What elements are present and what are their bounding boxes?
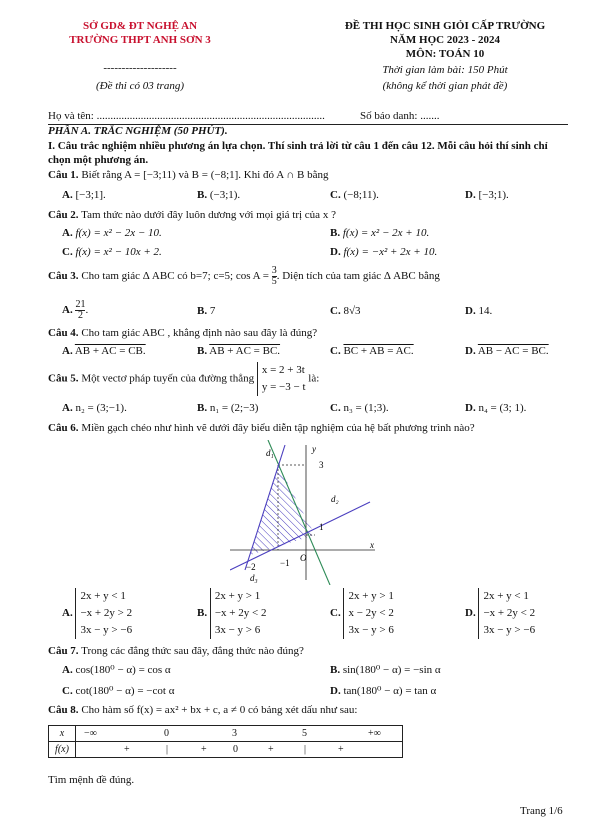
dept-name: SỞ GD& ĐT NGHỆ AN xyxy=(82,20,198,32)
q5-option-c[interactable]: C. n₃ = (1;3). xyxy=(330,402,389,414)
page-count: (Đề thi có 03 trang) xyxy=(96,80,184,92)
q3-option-d[interactable]: D. 14. xyxy=(465,305,493,317)
instructions: I. Câu trắc nghiệm nhiều phương án lựa chọn. Thí sinh trả lời từ câu 1 đến câu 12. Mỗi câu hỏi thí sinh chỉ chọn một phương án. xyxy=(48,140,548,166)
q3-option-c[interactable]: C. 8√3 xyxy=(330,305,361,317)
question-1 xyxy=(48,169,328,181)
y-axis-label: y xyxy=(312,444,316,454)
d3-label: d₃ xyxy=(250,573,258,583)
q4-option-d[interactable]: D. AB − AC = BC. xyxy=(465,345,549,357)
region-graph xyxy=(230,440,380,585)
section-title: PHẦN A. TRẮC NGHIỆM (50 PHÚT). xyxy=(48,125,228,137)
q5-system: x = 2 + 3t y = −3 − t xyxy=(257,362,306,396)
q8-tail: Tìm mệnh đề đúng. xyxy=(48,774,135,786)
school-year: NĂM HỌC 2023 - 2024 xyxy=(390,34,500,46)
q1-option-d[interactable]: D. [−3;1). xyxy=(465,189,509,201)
q7-option-a[interactable]: A. cos(180⁰ − α) = cos α xyxy=(62,664,171,676)
question-2: Câu 2. Tam thức nào dưới đây luôn dương với mọi giá trị của x ? xyxy=(48,209,336,221)
tick-minus-2: −2 xyxy=(246,562,256,572)
q6-option-d[interactable]: D. 2x + y < 1 −x + 2y < 2 3x − y > −6 xyxy=(465,588,535,639)
q7-option-d[interactable]: D. tan(180⁰ − α) = tan α xyxy=(330,685,437,697)
sign-table: x −∞ 0 3 5 +∞ f(x) + | + 0 + | + xyxy=(48,725,403,758)
q4-option-c[interactable]: C. BC + AB = AC. xyxy=(330,345,414,357)
question-4: Câu 4. Cho tam giác ABC , khẳng định nào sau đây là đúng? xyxy=(48,327,318,339)
q3-option-a[interactable]: A. $\frac{21}{2}$ . xyxy=(62,299,89,321)
q2-option-c[interactable]: C. f(x) = x² − 10x + 2. xyxy=(62,246,162,258)
q1-option-a[interactable]: A. [−3;1]. xyxy=(62,189,106,201)
tick-1: 1 xyxy=(319,522,324,532)
q2-option-a[interactable]: A. f(x) = x² − 2x − 10. xyxy=(62,227,162,239)
q6-option-a[interactable]: A. 2x + y < 1 −x + 2y > 2 3x − y > −6 xyxy=(62,588,132,639)
sign-table-x-header: x xyxy=(49,726,76,742)
q4-option-a[interactable]: A. AB + AC = CB. xyxy=(62,345,146,357)
q4-option-b[interactable]: B. AB + AC = BC. xyxy=(197,345,281,357)
question-8: Câu 8. Cho hàm số f(x) = ax² + bx + c, a ≠ 0 có bảng xét dấu như sau: xyxy=(48,704,358,716)
student-name-field: Họ và tên: ................................................................................... xyxy=(48,110,325,122)
page-number: Trang 1/6 xyxy=(520,805,563,817)
time-limit: Thời gian làm bài: 150 Phút xyxy=(382,64,508,76)
q1-option-c[interactable]: C. (−8;11). xyxy=(330,189,379,201)
q6-option-c[interactable]: C. 2x + y > 1 x − 2y < 2 3x − y > 6 xyxy=(330,588,394,639)
q5-option-a[interactable]: A. n₂ = (3;−1). xyxy=(62,402,127,414)
q7-option-b[interactable]: B. sin(180⁰ − α) = −sin α xyxy=(330,664,441,676)
question-7: Câu 7. Trong các đẳng thức sau đây, đẳng thức nào đúng? xyxy=(48,645,304,657)
time-note: (không kể thời gian phát đề) xyxy=(382,80,508,92)
exam-title: ĐỀ THI HỌC SINH GIỎI CẤP TRƯỜNG xyxy=(344,20,546,32)
header-dashes: -------------------- xyxy=(103,62,177,74)
tick-minus-1: −1 xyxy=(280,558,290,568)
q1-option-b[interactable]: B. (−3;1). xyxy=(197,189,241,201)
question-5: Câu 5. Một vectơ pháp tuyến của đường thẳng x = 2 + 3t y = −3 − t là: xyxy=(48,362,319,396)
q2-option-b[interactable]: B. f(x) = x² − 2x + 10. xyxy=(330,227,430,239)
d2-label: d₂ xyxy=(331,494,339,504)
origin-label: O xyxy=(300,553,307,563)
school-name: TRƯỜNG THPT ANH SƠN 3 xyxy=(69,34,211,46)
sign-table-fx-header: f(x) xyxy=(49,742,76,758)
x-axis-label: x xyxy=(370,540,374,550)
q6-option-b[interactable]: B. 2x + y > 1 −x + 2y < 2 3x − y > 6 xyxy=(197,588,266,639)
shaded-region xyxy=(250,465,315,555)
q3-cos-fraction: $\frac{3}{5}$ xyxy=(271,265,277,287)
q5-option-b[interactable]: B. n₁ = (2;−3) xyxy=(197,402,259,414)
subject: MÔN: TOÁN 10 xyxy=(405,48,485,60)
q7-option-c[interactable]: C. cot(180⁰ − α) = −cot α xyxy=(62,685,175,697)
q5-option-d[interactable]: D. n₄ = (3; 1). xyxy=(465,402,527,414)
tick-3: 3 xyxy=(319,460,324,470)
q1-label: Câu 1. xyxy=(48,169,79,181)
q3-option-b[interactable]: B. 7 xyxy=(197,305,216,317)
q1-text: Biết rằng A = [−3;11) và B = (−8;1]. Khi đó A ∩ B bằng xyxy=(81,169,329,181)
question-6: Câu 6. Miền gạch chéo như hình vẽ dưới đây biểu diễn tập nghiệm của hệ bất phương trình nào? xyxy=(48,422,475,434)
d1-label: d₁ xyxy=(266,448,274,458)
question-3: Câu 3. Cho tam giác Δ ABC có b=7; c=5; cos A = $\frac{3}{5}$ . Diện tích của tam giác Δ ABC bằng xyxy=(48,265,440,287)
q2-option-d[interactable]: D. f(x) = −x² + 2x + 10. xyxy=(330,246,438,258)
student-id-field: Số báo danh: ....... xyxy=(360,110,440,122)
